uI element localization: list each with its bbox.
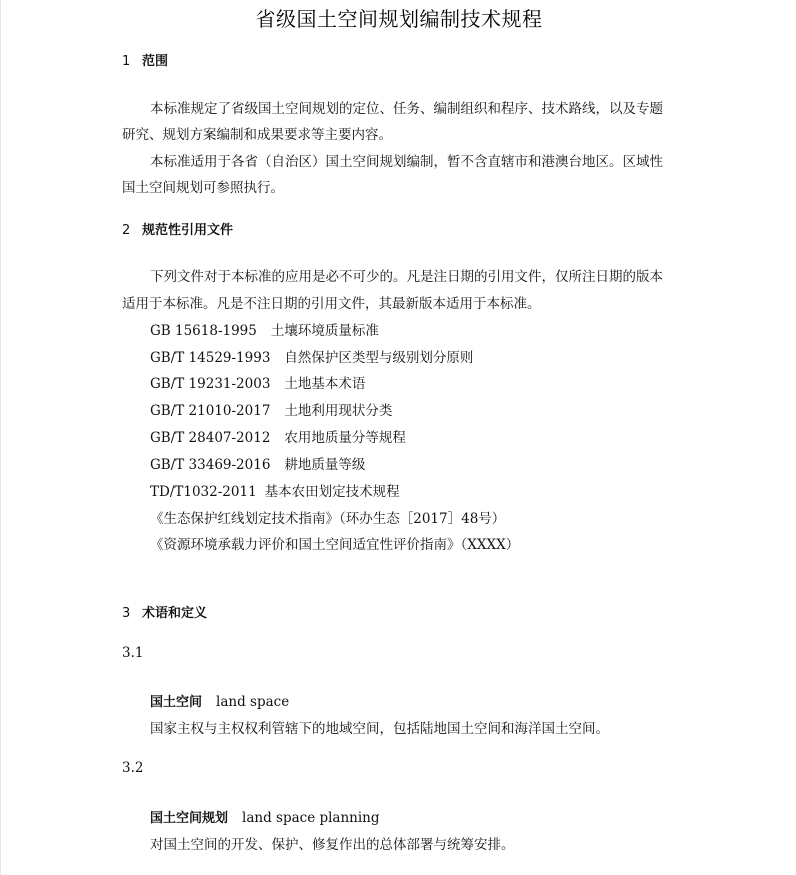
- section-2-heading: [122, 219, 233, 238]
- section-heading-text: 规范性引用文件: [142, 223, 234, 238]
- section-number: 1: [122, 54, 131, 69]
- term-heading: [150, 807, 380, 826]
- reference-item: [150, 480, 400, 500]
- reference-name: 土地基本术语: [284, 376, 366, 392]
- reference-code: GB/T 14529-1993: [150, 350, 271, 366]
- paragraph-line: 国土空间规划可参照执行。: [122, 180, 284, 196]
- reference-code: GB 15618-1995: [150, 323, 257, 339]
- reference-item: [150, 507, 505, 527]
- section-number: 3: [122, 606, 131, 621]
- term-heading: [150, 691, 289, 710]
- reference-name: 《生态保护红线划定技术指南》（环办生态［2017］48号）: [150, 511, 506, 527]
- paragraph-line: 本标准规定了省级国土空间规划的定位、任务、编制组织和程序、技术路线，以及专题: [150, 101, 663, 117]
- term-definition: 对国土空间的开发、保护、修复作出的总体部署与统筹安排。: [150, 837, 515, 853]
- section-heading-text: 范围: [142, 54, 169, 69]
- paragraph-line: 研究、规划方案编制和成果要求等主要内容。: [122, 127, 392, 143]
- document-title: 省级国土空间规划编制技术规程: [255, 7, 543, 31]
- term-number: 3.1: [122, 645, 144, 661]
- reference-name: 《资源环境承载力评价和国土空间适宜性评价指南》（XXXX）: [150, 537, 520, 553]
- term-english: land space planning: [242, 810, 380, 826]
- term-chinese: 国土空间规划: [150, 811, 229, 826]
- reference-item: [150, 372, 365, 392]
- paragraph-line: 本标准适用于各省（自治区）国土空间规划编制，暂不含直辖市和港澳台地区。区域性: [150, 154, 663, 170]
- section-1-heading: [122, 50, 168, 69]
- reference-code: GB/T 28407-2012: [150, 430, 271, 446]
- reference-name: 基本农田划定技术规程: [264, 484, 400, 500]
- reference-code: GB/T 33469-2016: [150, 457, 271, 473]
- term-definition: 国家主权与主权权利管辖下的地域空间，包括陆地国土空间和海洋国土空间。: [150, 721, 609, 737]
- section-number: 2: [122, 223, 131, 238]
- reference-item: [150, 319, 379, 339]
- reference-item: [150, 346, 473, 366]
- reference-item: [150, 533, 519, 553]
- section-3-heading: [122, 602, 207, 621]
- term-number: 3.2: [122, 760, 144, 776]
- reference-name: 农用地质量分等规程: [284, 430, 406, 446]
- paragraph-line: 适用于本标准。凡是不注日期的引用文件，其最新版本适用于本标准。: [122, 296, 541, 312]
- reference-name: 自然保护区类型与级别划分原则: [284, 350, 474, 366]
- reference-item: [150, 399, 392, 419]
- reference-name: 土地利用现状分类: [284, 403, 393, 419]
- paragraph-line: 下列文件对于本标准的应用是必不可少的。凡是注日期的引用文件，仅所注日期的版本: [150, 269, 663, 285]
- section-heading-text: 术语和定义: [142, 606, 208, 621]
- reference-name: 土壤环境质量标准: [270, 323, 379, 339]
- reference-code: TD/T1032-2011: [150, 484, 257, 500]
- reference-item: [150, 453, 365, 473]
- term-chinese: 国土空间: [150, 695, 203, 710]
- reference-code: GB/T 19231-2003: [150, 376, 271, 392]
- reference-name: 耕地质量等级: [284, 457, 366, 473]
- reference-item: [150, 426, 406, 446]
- term-english: land space: [216, 694, 290, 710]
- reference-code: GB/T 21010-2017: [150, 403, 271, 419]
